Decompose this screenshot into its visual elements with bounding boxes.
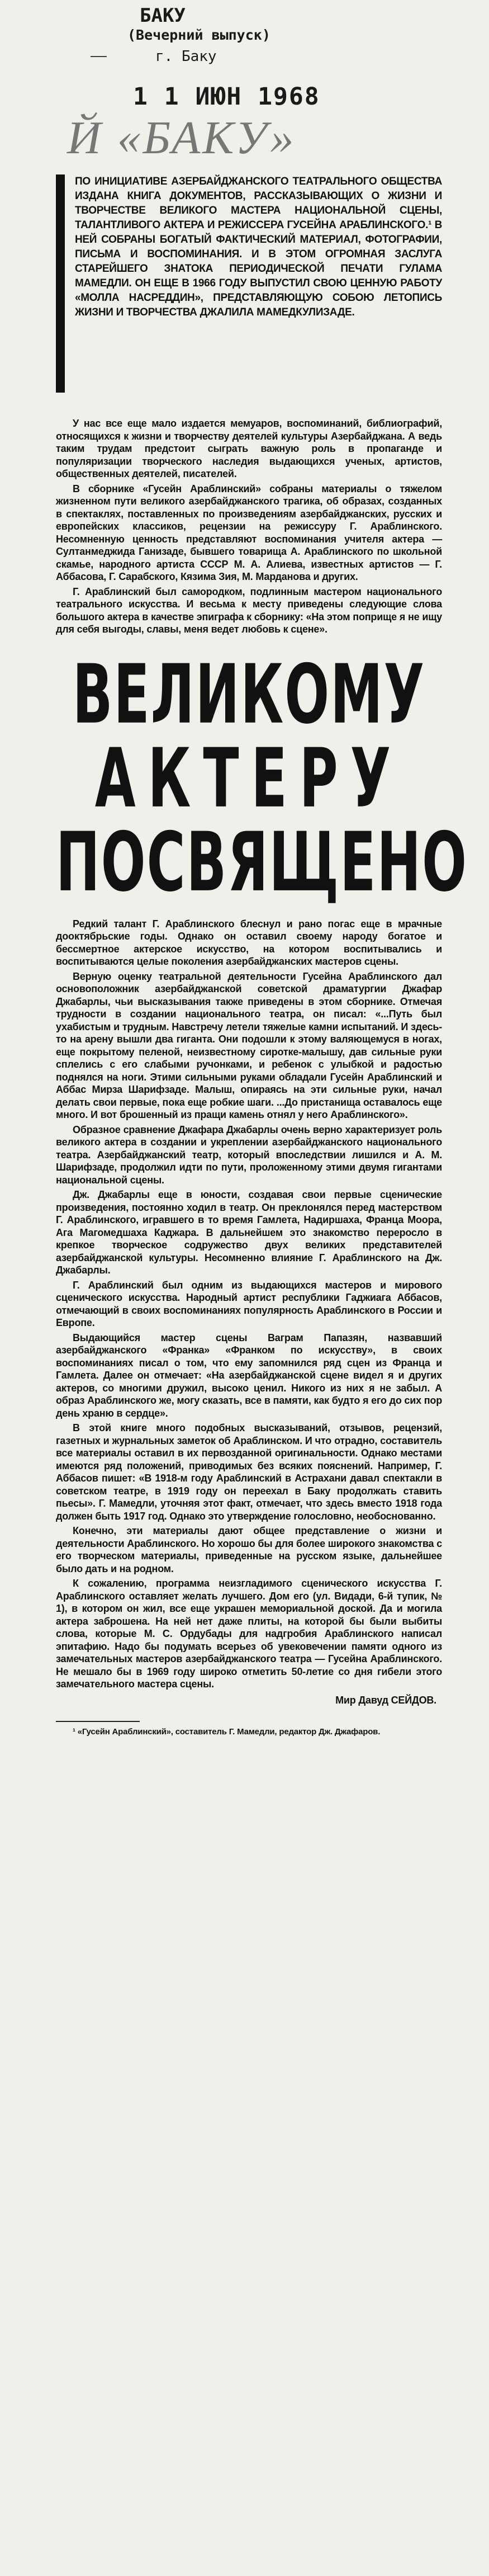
article-section-a bbox=[56, 417, 442, 636]
article-section-b bbox=[56, 918, 442, 1691]
paragraph: Редкий талант Г. Араблинского блеснул и рано погас еще в мрачные дооктябрьские годы. Однако он оставил своему народу богатое и бессмертное актерское искусство, на котором воспитывались и воспитываются целые поколения азербайджанских мастеров сцены. bbox=[56, 918, 442, 967]
paragraph: Г. Араблинский был самородком, подлинным мастером национального театрального искусства. И весьма к месту приведены следующие слова большого актера в качестве эпиграфа к сборнику: «На этом поприще я не ищу для себя выгоды, славы, меня ведет любовь к сцене». bbox=[56, 586, 442, 635]
paragraph: Г. Араблинский был одним из выдающихся мастеров и мирового сценического искусства. Народный артист республики Гаджиага Аббасов, отмечающий в своих воспоминаниях популярность Араблинского в России и Европе. bbox=[56, 1279, 442, 1328]
stamp-place: г. Баку bbox=[155, 48, 217, 65]
stamp-dash: —— bbox=[91, 48, 107, 64]
newspaper-masthead: Й «БАКУ» bbox=[67, 112, 296, 164]
paragraph: Верную оценку театральной деятельности Гусейна Араблинского дал основоположник азербайджанской советской драматургии Джафар Джабарлы, чьи высказывания также приведены в этом сборнике. Отмечая трудности в создании национального театра, он писал: «...Путь был ухабистым и трудным. Навстречу летели тяжелые камни испытаний. И здесь-то на арену вышли два гиганта. Они подошли к этому валяющемуся в ногах, еще покрытому пеленой, неизвестному сиротке-малышу, дав сильные руки сплелись с его слабыми ручонками, и ребенок с улыбкой и радостью поднялся на ноги. Этими сильными руками обладали Гусейн Араблинский и Аббас Мирза Шарифзаде. Малыш, опираясь на эти сильные руки, начал делать свои первые, пока еще робкие шаги. ...До пристанища оставалось еще много. И вот брошенный из пращи камень отнял у него Араблинского». bbox=[56, 970, 442, 1120]
archive-stamp bbox=[56, 0, 442, 168]
paragraph: В этой книге много подобных высказываний, отзывов, рецензий, газетных и журнальных заметок об Араблинском. И что отрадно, составитель все материалы оставил в их первозданной оригинальности. Однако местами имеются ряд положений, приводимых без всяких пояснений. Например, Г. Аббасов пишет: «В 1918-м году Араблинский в Астрахани давал спектакли в советском театре, в 1919 году он переехал в Баку продолжать ставить пьесы». Г. Мамедли, уточняя этот факт, отмечает, что здесь вместо 1918 года должен быть 1917 год. Однако это утверждение голословно, необоснованно. bbox=[56, 1422, 442, 1522]
footnote-text: ¹ «Гусейн Араблинский», составитель Г. Мамедли, редактор Дж. Джафаров. bbox=[73, 1727, 381, 1737]
stamp-edition: (Вечерний выпуск) bbox=[127, 27, 270, 43]
paragraph: К сожалению, программа неизгладимого сценического искусства Г. Араблинского оставляет желать лучшего. Дом его (ул. Видади, 6-й тупик, № 1), в котором он жил, все еще украшен мемориальной доской. Да и могила актера заброшена. На ней нет даже плиты, на которой бы были выбиты слова, которые М. С. Ордубады для надгробия Араблинского написал эпитафию. Надо бы подумать всерьез об увековечении памяти одного из замечательных мастеров азербайджанского театра — Гусейна Араблинского. Не мешало бы в 1969 году широко отметить 50-летие со дня гибели этого замечательного мастера сцены. bbox=[56, 1578, 442, 1690]
stamp-date: 1 1 ИЮН 1968 bbox=[133, 83, 320, 111]
headline-line-3: ПОСВЯЩЕНО bbox=[56, 815, 468, 910]
paragraph: Выдающийся мастер сцены Ваграм Папазян, назвавший азербайджанского «Франкa» «Франком по искусству», в своих воспоминаниях писал о том, что ему запомнился ряд сцен из Франца и Гамлета. Далее он отмечает: «На азербайджанской сцене видел я и других актеров, со многими дружил, высоко ценил. Никого из них я не забыл. А образ Араблинского же, могу сказать, все в памяти, как будто я его до сих пор день храню в сердце». bbox=[56, 1332, 442, 1419]
paragraph: Конечно, эти материалы дают общее представление о жизни и деятельности Араблинского. Но хорошо бы для более широкого знакомства с его творческом материалы, приведенные на русском языке, дальнейшее было дать и на родном. bbox=[56, 1525, 442, 1574]
paragraph: Образное сравнение Джафара Джабарлы очень верно характеризует роль великого актера в создании и укреплении азербайджанского национального театра. Азербайджанский театр, который впоследствии лишился и А. М. Шарифзаде, продолжил идти по пути, проложенному этими двумя гигантами национальной сцены. bbox=[56, 1124, 442, 1186]
footnote bbox=[56, 1726, 442, 1738]
article-headline bbox=[56, 648, 468, 910]
headline-line-2: АКТЕРУ bbox=[94, 732, 403, 827]
headline-line-1: ВЕЛИКОМУ bbox=[72, 648, 426, 743]
intro-box bbox=[56, 174, 442, 393]
paragraph: В сборнике «Гусейн Араблинский» собраны материалы о тяжелом жизненном пути великого азербайджанского трагика, об образах, созданных в спектаклях, поставленных по произведениям азербайджанских, русских и европейских классиков, рецензии на режиссуру Г. Араблинского. Несомненную ценность представляют воспоминания учителя актера — Султанмеджида Ганизаде, бывшего товарища А. Араблинского по школьной скамье, народного артиста СССР М. А. Алиева, известных артистов — Г. Аббасова, Г. Сарабского, Кязима Зия, М. Мардановa и других. bbox=[56, 483, 442, 582]
footnote-rule bbox=[56, 1721, 140, 1722]
paragraph: У нас все еще мало издается мемуаров, воспоминаний, библиографий, относящихся к жизни и творчеству деятелей культуры Азербайджана. А ведь таким трудам предстоит сыграть важную роль в пропаганде и популяризации творческого наследия выдающихся ученых, артистов, общественных деятелей, писателей. bbox=[56, 418, 442, 479]
intro-text: ПО ИНИЦИАТИВЕ АЗЕРБАЙДЖАНСКОГО ТЕАТРАЛЬНОГО ОБЩЕСТВА ИЗДАНА КНИГА ДОКУМЕНТОВ, РАССКАЗЫВАЮЩИХ О ЖИЗНИ И ТВОРЧЕСТВЕ ВЕЛИКОГО МАСТЕРА НАЦИОНАЛЬНОЙ СЦЕНЫ, ТАЛАНТЛИВОГО АКТЕРА И РЕЖИССЕРА ГУСЕЙНА АРАБЛИНСКОГО.¹ В НЕЙ СОБРАНЫ БОГАТЫЙ ФАКТИЧЕСКИЙ МАТЕРИАЛ, ФОТОГРАФИИ, ПИСЬМА И ВОСПОМИНАНИЯ. И В ЭТОМ ОГРОМНАЯ ЗАСЛУГА СТАРЕЙШЕГО ЗНАТОКА ПЕРИОДИЧЕСКОЙ ПЕЧАТИ ГУЛАМА МАМЕДЛИ. ОН ЕЩЕ В 1966 ГОДУ ВЫПУСТИЛ СВОЮ ЦЕННУЮ РАБОТУ «МОЛЛА НАСРЕДДИН», ПРЕДСТАВЛЯЮЩУЮ СОБОЮ ЛЕТОПИСЬ ЖИЗНИ И ТВОРЧЕСТВА ДЖАЛИЛА МАМЕДКУЛИЗАДЕ. bbox=[75, 176, 442, 318]
author-signature: Мир Давуд СЕЙДОВ. bbox=[335, 1694, 436, 1706]
stamp-city: БАКУ bbox=[140, 4, 186, 27]
paragraph: Дж. Джабарлы еще в юности, создавая свои первые сценические произведения, постоянно ходил в театр. Он преклонялся перед мастерством Г. Араблинского, игравшего в то время Гамлета, Надиршаха, Франца Моора, Ага Магомедшаха Каджара. В дальнейшем это знакомство переросло в крепкое творческое содружество двух великих представителей азербайджанской культуры. Несомненно влияние Г. Араблинского на Дж. Джабарлы. bbox=[56, 1189, 442, 1276]
intro-bar bbox=[56, 174, 65, 393]
